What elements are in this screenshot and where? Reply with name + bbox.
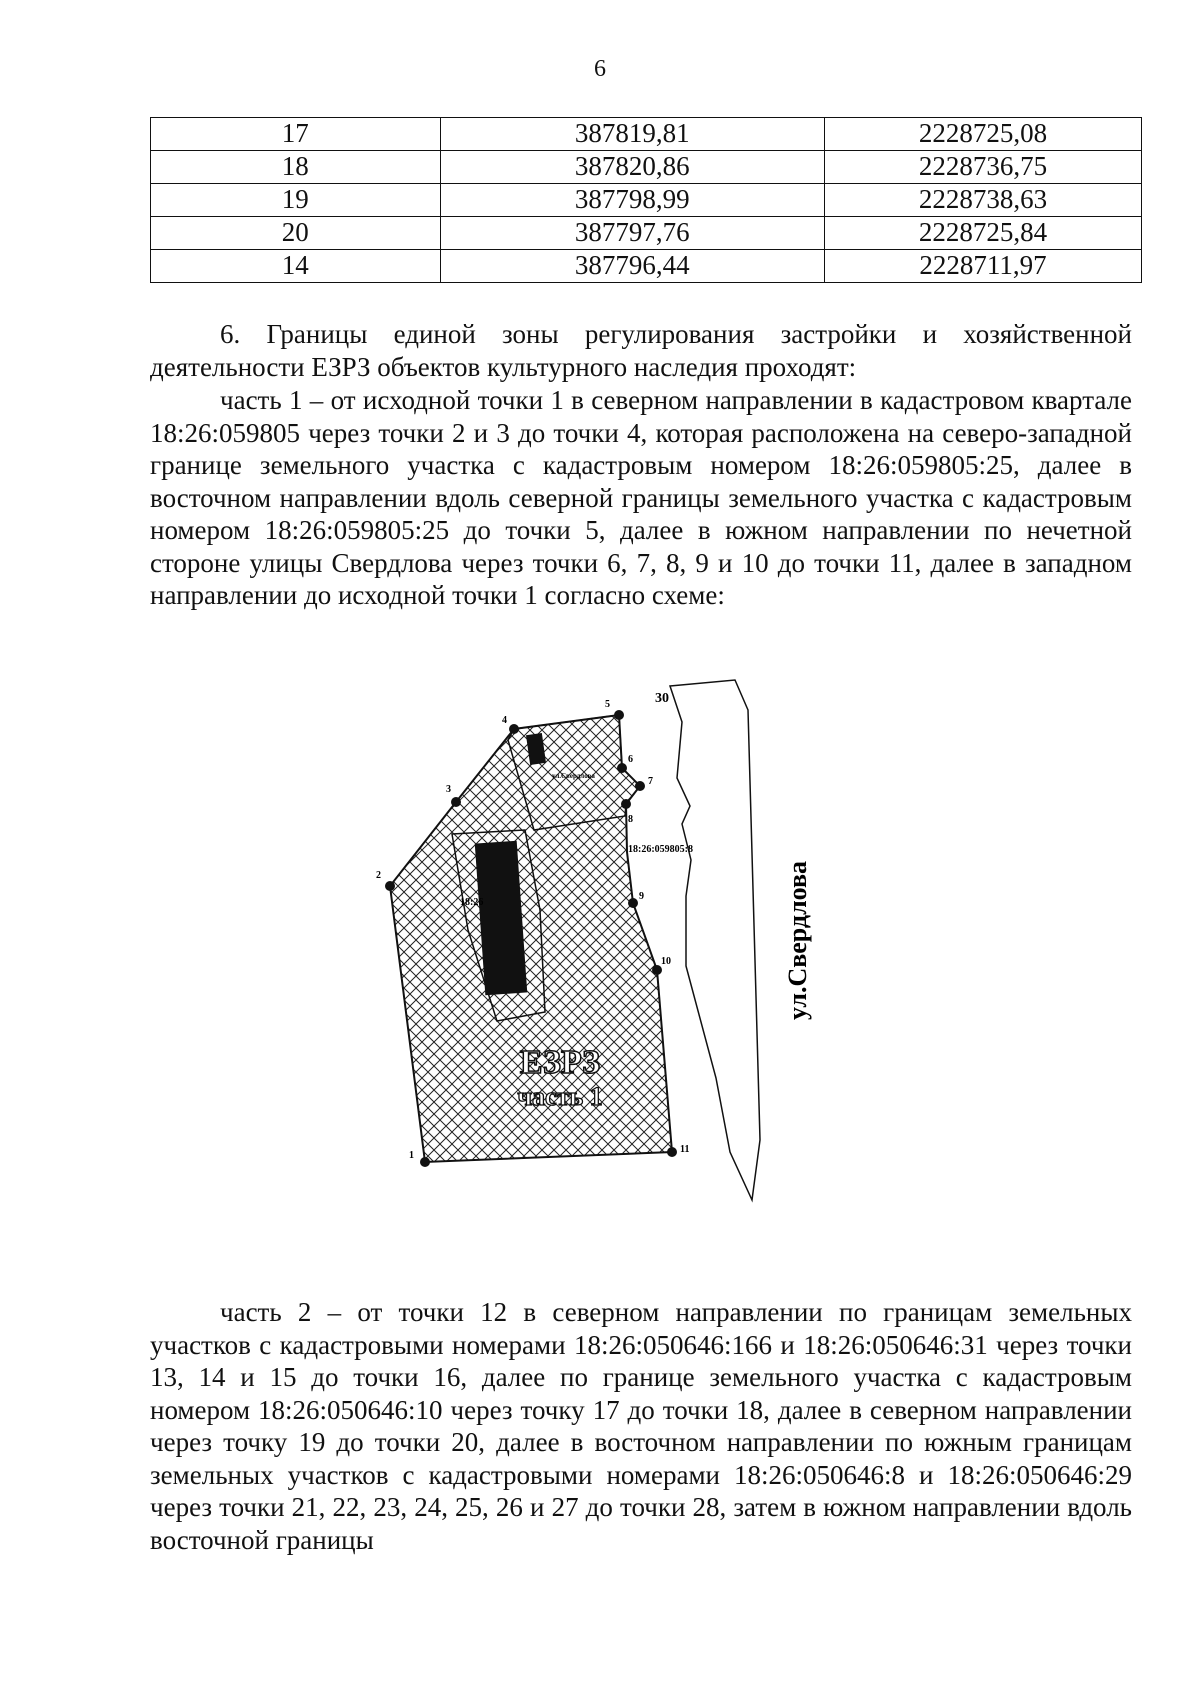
boundary-point-3 xyxy=(451,797,461,807)
boundary-point-1 xyxy=(420,1157,430,1167)
boundary-point-label-6: 6 xyxy=(628,754,633,765)
cadastral-label-8: 18:26:059805:8 xyxy=(628,844,693,855)
x-coordinate-cell: 387796,44 xyxy=(440,250,825,283)
boundary-point-4 xyxy=(509,724,519,734)
street-parcel-outline xyxy=(670,680,760,1200)
boundary-point-6 xyxy=(617,763,627,773)
point-number-cell: 14 xyxy=(151,250,441,283)
boundary-point-label-5: 5 xyxy=(605,699,610,710)
x-coordinate-cell: 387820,86 xyxy=(440,151,825,184)
paragraph-part-2: часть 2 – от точки 12 в северном направлении по границам земельных участков с кадастровыми номерами 18:26:050646:166 и 18:26:050646:31 через точки 13, 14 и 15 до точки 16, далее по границе земельного участка с кадастровым номером 18:26:050646:10 через точку 17 до точки 18, далее в северном направлении через точку 19 до точки 20, далее в восточном направлении по южным границам земельных участков с кадастровыми номерами 18:26:050646:8 и 18:26:050646:29 через точки 21, 22, 23, 24, 25, 26 и 27 до точки 28, затем в южном направлении вдоль восточной границы xyxy=(150,1297,1132,1555)
x-coordinate-cell: 387797,76 xyxy=(440,217,825,250)
boundary-point-label-3: 3 xyxy=(446,784,451,795)
page-number: 6 xyxy=(594,56,606,82)
boundary-point-label-9: 9 xyxy=(639,891,644,902)
cadastral-label-partial: 18:26 xyxy=(460,897,484,908)
street-label-sverdlova: ул.Свердлова xyxy=(783,860,812,1020)
point-number-cell: 19 xyxy=(151,184,441,217)
small-street-label: ул.Свердлова xyxy=(552,772,595,780)
coordinates-table xyxy=(150,117,1142,283)
boundary-point-5 xyxy=(614,710,624,720)
paragraph-part-1: часть 1 – от исходной точки 1 в северном направлении в кадастровом квартале 18:26:059805 через точки 2 и 3 до точки 4, которая расположена на северо-западной границе земельного участка с кадастровым номером 18:26:059805:25, далее в восточном направлении вдоль северной границы земельного участка с кадастровым номером 18:26:059805:25 до точки 5, далее в южном направлении по нечетной стороне улицы Свердлова через точки 6, 7, 8, 9 и 10 до точки 11, далее в западном направлении до исходной точки 1 согласно схеме: xyxy=(150,385,1132,610)
point-number-cell: 18 xyxy=(151,151,441,184)
table-row xyxy=(151,250,1142,283)
zone-label-line-1: ЕЗРЗ xyxy=(519,1044,601,1081)
table-row xyxy=(151,217,1142,250)
x-coordinate-cell: 387819,81 xyxy=(440,118,825,151)
boundary-point-label-1: 1 xyxy=(409,1150,414,1161)
y-coordinate-cell: 2228725,08 xyxy=(825,118,1142,151)
boundary-point-label-10: 10 xyxy=(661,956,671,967)
y-coordinate-cell: 2228736,75 xyxy=(825,151,1142,184)
zone-scheme-diagram xyxy=(376,691,860,1280)
boundary-point-7 xyxy=(635,781,645,791)
table-row xyxy=(151,184,1142,217)
paragraph-section-6: 6. Границы единой зоны регулирования застройки и хозяйственной деятельности ЕЗРЗ объектов культурного наследия проходят: xyxy=(150,319,1132,382)
boundary-point-9 xyxy=(628,898,638,908)
boundary-point-8 xyxy=(621,799,631,809)
point-number-cell: 20 xyxy=(151,217,441,250)
x-coordinate-cell: 387798,99 xyxy=(440,184,825,217)
y-coordinate-cell: 2228711,97 xyxy=(825,250,1142,283)
boundary-point-2 xyxy=(385,881,395,891)
table-row xyxy=(151,151,1142,184)
y-coordinate-cell: 2228725,84 xyxy=(825,217,1142,250)
boundary-point-label-8: 8 xyxy=(628,814,633,825)
boundary-point-label-11: 11 xyxy=(680,1144,690,1155)
boundary-point-label-7: 7 xyxy=(648,776,653,787)
table-row xyxy=(151,118,1142,151)
parcel-number-30: 30 xyxy=(655,691,669,706)
boundary-point-11 xyxy=(667,1147,677,1157)
boundary-point-label-4: 4 xyxy=(502,715,507,726)
point-number-cell: 17 xyxy=(151,118,441,151)
y-coordinate-cell: 2228738,63 xyxy=(825,184,1142,217)
zone-label-line-2: часть 1 xyxy=(517,1082,603,1111)
boundary-point-label-2: 2 xyxy=(376,870,381,881)
